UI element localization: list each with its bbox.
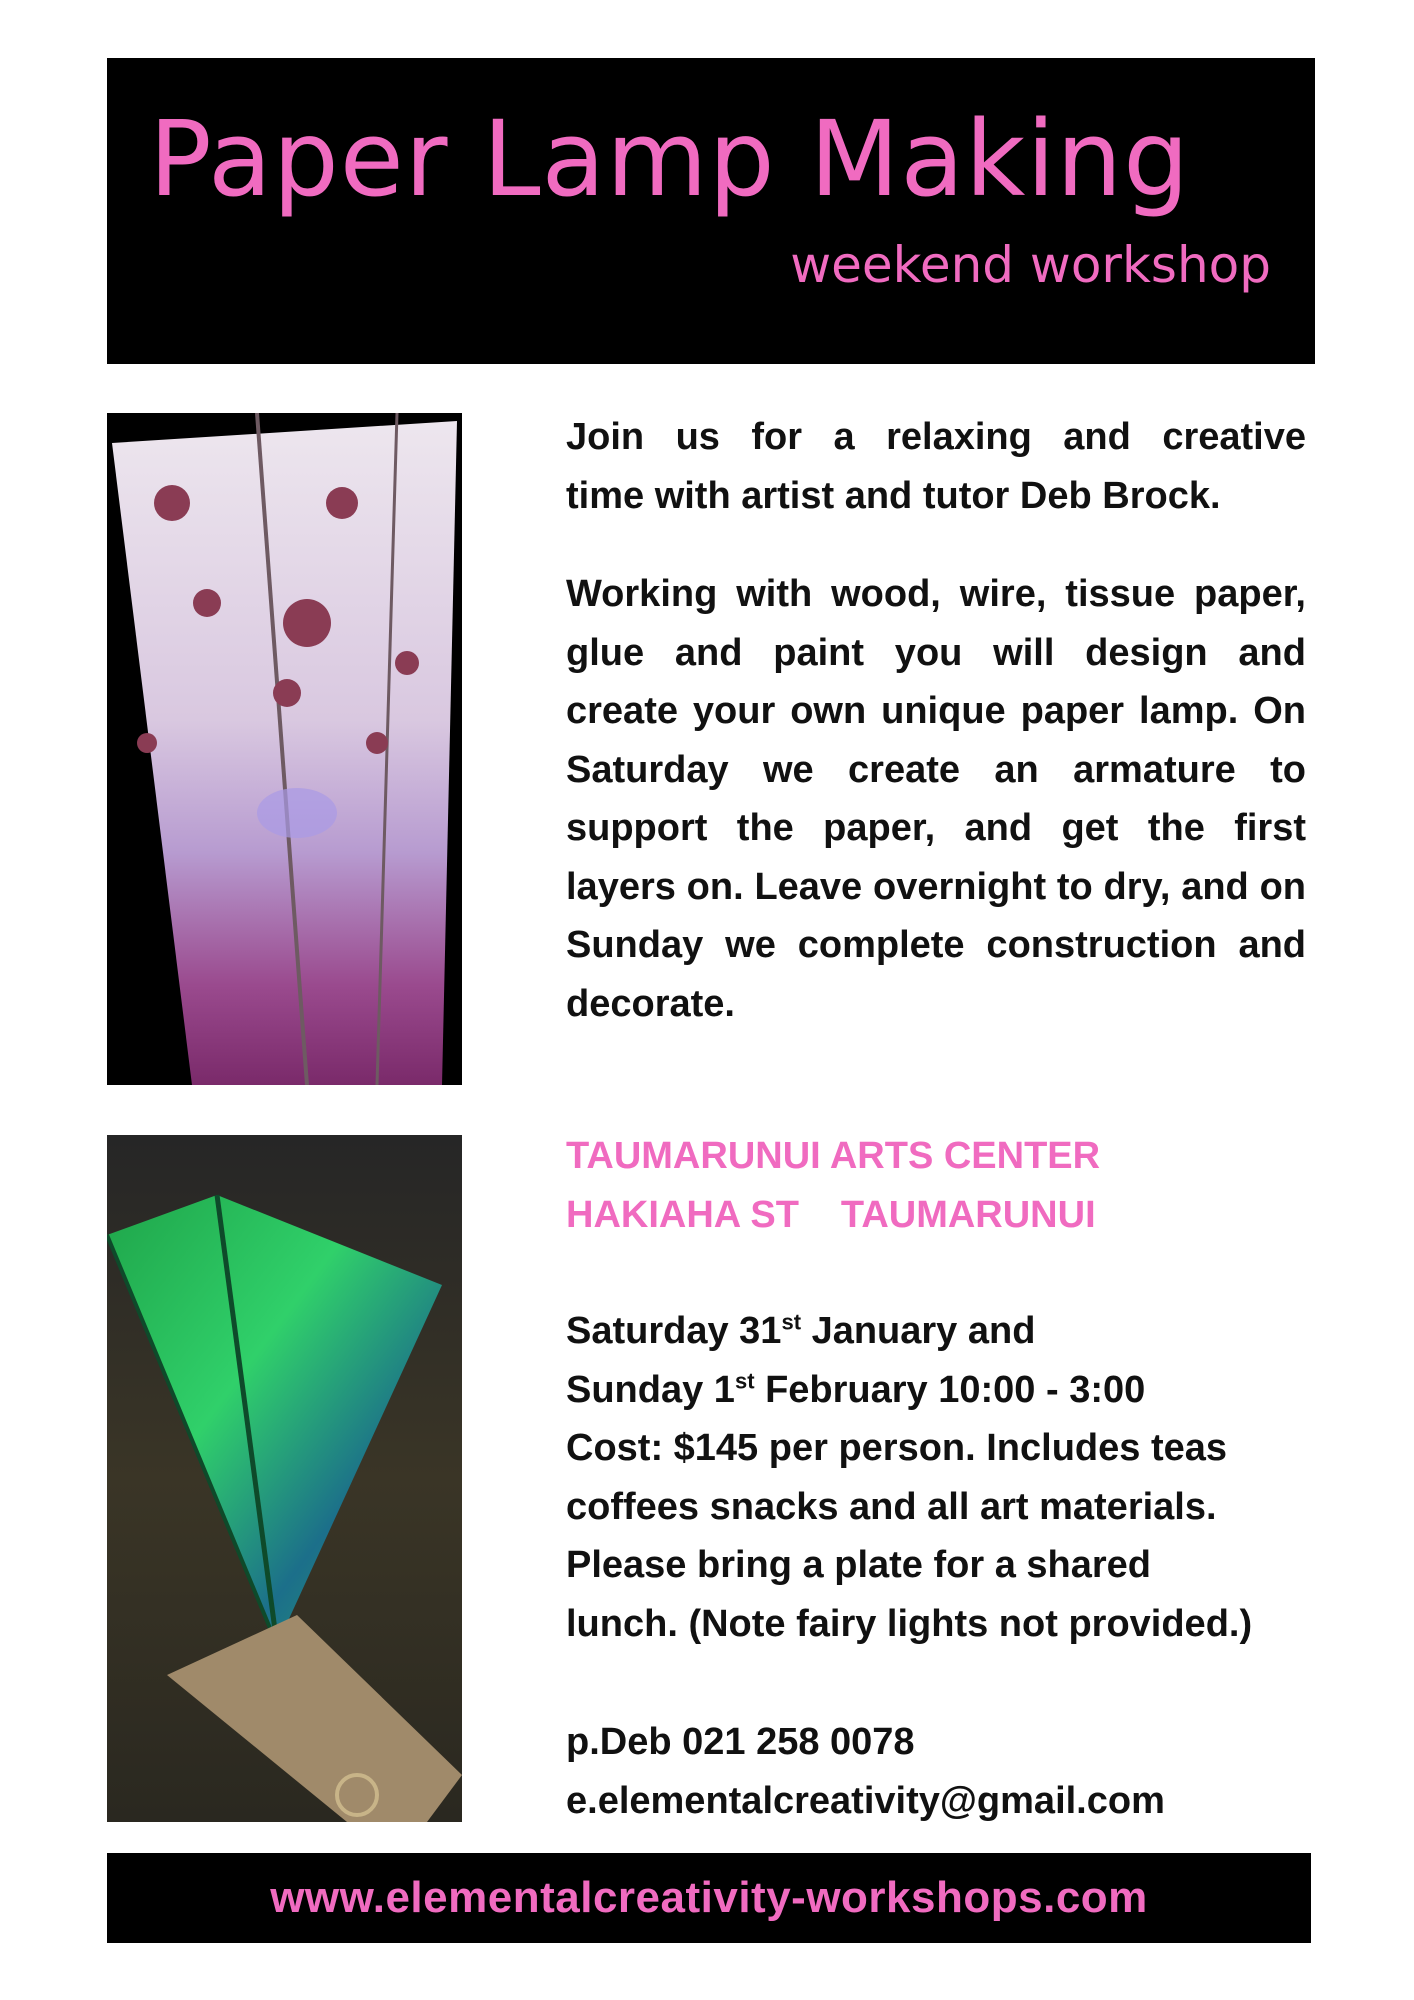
cost-line-1: Cost: $145 per person. Includes teas [566, 1427, 1228, 1469]
description-text: Working with wood, wire, tissue paper, glue and paint you will design and create your own unique paper lamp. On Saturday we create an armature to support the paper, and get the first layers on. Leave overnight to dry, and on Sunday we complete construction and [566, 573, 1306, 966]
description-paragraph [566, 565, 1306, 1033]
website-link[interactable]: www.elementalcreativity-workshops.com [270, 1873, 1148, 1922]
purple-lamp-photo [107, 413, 462, 1085]
venue-town: TAUMARUNUI [840, 1193, 1096, 1236]
schedule-block [566, 1302, 1252, 1653]
footer-banner [107, 1853, 1311, 1943]
intro-paragraph [566, 408, 1306, 525]
venue-address [566, 1186, 1100, 1245]
page-subtitle: weekend workshop [790, 236, 1271, 294]
cost-line-3: Please bring a plate for a shared [566, 1544, 1151, 1586]
page-title: Paper Lamp Making [149, 98, 1191, 220]
intro-line-2: time with artist and tutor Deb Brock. [566, 474, 1221, 517]
green-lamp-photo [107, 1135, 462, 1822]
saturday-date: Saturday 31st January and [566, 1309, 1036, 1352]
contact-block [566, 1713, 1165, 1830]
venue-name: TAUMARUNUI ARTS CENTER [566, 1135, 1101, 1177]
email-address[interactable]: e.elementalcreativity@gmail.com [566, 1779, 1165, 1822]
venue-street: HAKIAHA ST [566, 1193, 799, 1236]
sunday-date: Sunday 1st February 10:00 - 3:00 [566, 1367, 1146, 1411]
cost-line-4: lunch. (Note fairy lights not provided.) [566, 1602, 1253, 1645]
header-banner [107, 58, 1315, 364]
phone-number: p.Deb 021 258 0078 [566, 1721, 915, 1763]
intro-line-1: Join us for a relaxing and creative [566, 416, 1306, 458]
venue-block [566, 1127, 1100, 1244]
cost-line-2: coffees snacks and all art materials. [566, 1485, 1217, 1528]
description-end: decorate. [566, 982, 735, 1025]
